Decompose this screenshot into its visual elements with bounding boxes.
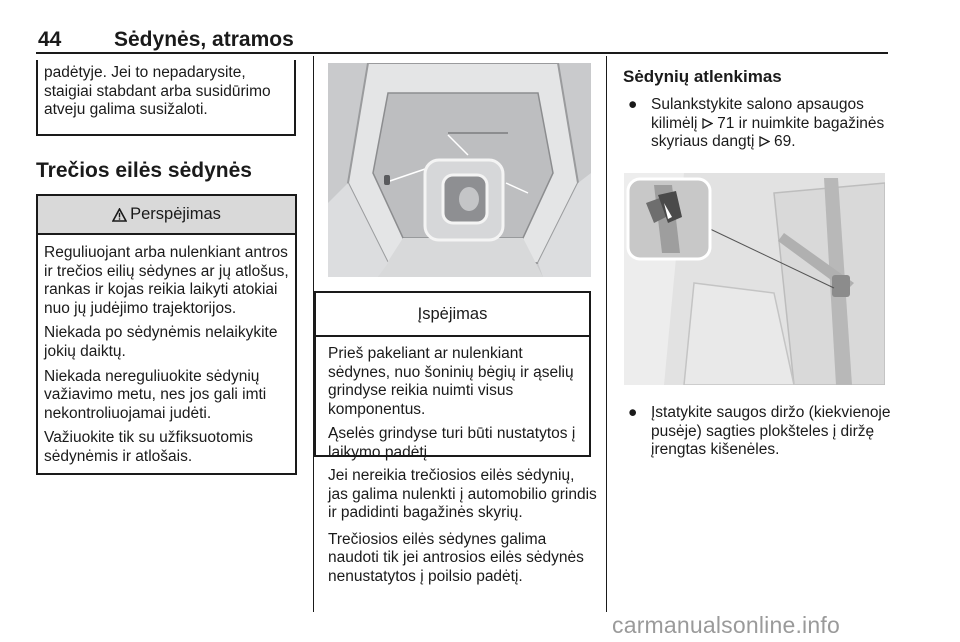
trunk-illustration — [328, 63, 591, 277]
body-paragraph: Jei nereikia trečiosios eilės sėdynių, jas galima nulenkti į automobilio grindis ir padidinti bagažinės skyrių. — [328, 467, 597, 522]
warning-box — [36, 194, 297, 475]
warning-triangle-icon — [112, 208, 127, 222]
notice-paragraph: Ąselės grindyse turi būti nustatytos į laikymo padėtį. — [328, 425, 576, 461]
continued-text: padėtyje. Jei to nepadarysite, staigiai stabdant arba susidūrimo atveju galima susižaloti. — [44, 64, 271, 119]
section-heading: Trečios eilės sėdynės — [36, 159, 252, 182]
warning-paragraph: Reguliuojant arba nulenkiant antros ir trečios eilių sėdynes ar jų atlošus, rankas ir kojas reikia laikyti atokiai nuo jų judėjimo trajektorijos. — [44, 244, 289, 317]
bullet-icon: ● — [628, 96, 638, 113]
body-text — [328, 467, 598, 595]
bullet-text-2: Įstatykite saugos diržo (kiekvienoje pusėje) sagties plokšteles į diržę įrengtas kišenėles. — [651, 404, 891, 459]
bullet-text: . — [791, 133, 796, 151]
page-reference-icon — [759, 136, 770, 147]
page-reference[interactable]: 69 — [774, 133, 792, 151]
page-reference-icon — [702, 118, 713, 129]
warning-body — [38, 235, 295, 467]
notice-paragraph: Prieš pakeliant ar nulenkiant sėdynes, nuo šoninių bėgių ir ąselių grindyse reikia nuimti visus komponentus. — [328, 345, 574, 418]
seatbelt-illustration — [624, 173, 885, 385]
bullet-icon: ● — [628, 404, 638, 421]
notice-header — [316, 293, 589, 337]
warning-paragraph: Važiuokite tik su užfiksuotomis sėdynėmis ir atlošais. — [44, 429, 254, 465]
header-rule — [36, 52, 888, 54]
notice-box — [314, 291, 591, 461]
section-title: Sėdynės, atramos — [114, 28, 294, 51]
body-paragraph: Trečiosios eilės sėdynes galima naudoti tik jei antrosios eilės sėdynės nenustatytos į poilsio padėtį. — [328, 530, 584, 585]
subsection-heading: Sėdynių atlenkimas — [623, 67, 782, 86]
bullet-text: Sulankstykite salono apsaugos kilimėlį — [651, 96, 864, 132]
watermark: carmanualsonline.info — [612, 612, 840, 638]
warning-header — [38, 196, 295, 235]
notice-body — [316, 337, 589, 463]
warning-title: Perspėjimas — [130, 205, 221, 223]
column-divider-2 — [606, 56, 607, 612]
notice-title: Įspėjimas — [417, 304, 488, 323]
bullet-text-1 — [651, 96, 891, 152]
page-reference[interactable]: 71 — [717, 114, 735, 132]
warning-paragraph: Niekada nereguliuokite sėdynių važiavimo metu, nes jos gali imti nekontroliuojamai judėti. — [44, 367, 267, 422]
warning-paragraph: Niekada po sėdynėmis nelaikykite jokių daiktų. — [44, 324, 278, 360]
bullet-text: ir nuimkite bagažinės skyriaus dangtį — [651, 114, 885, 151]
continued-warning-box — [36, 60, 296, 136]
page-number: 44 — [38, 28, 62, 51]
